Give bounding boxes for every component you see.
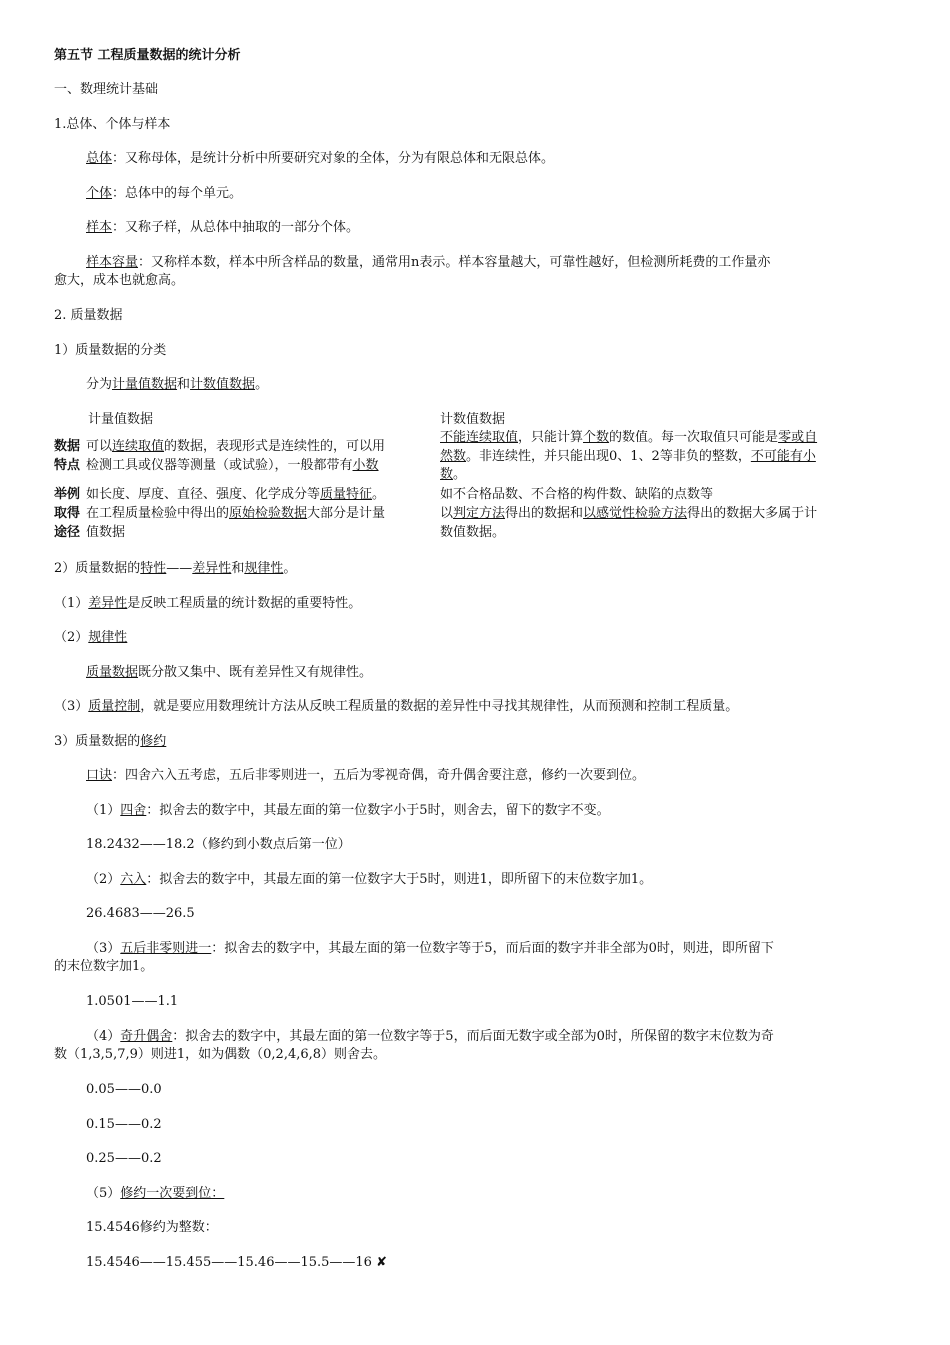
classification-line	[86, 376, 268, 394]
rule-round-down	[86, 802, 610, 820]
text: ：拟舍去的数字中，其最左面的第一位数字小于5时，则舍去，留下的数字不变。	[146, 803, 610, 818]
term-quality-feature: 质量特征	[320, 487, 373, 502]
measure-feature-line1	[86, 438, 385, 456]
rounding-mnemonic	[86, 767, 645, 785]
term-sensory-method: 以感觉性检验方法	[583, 506, 688, 521]
term-regularity: 规律性	[88, 630, 128, 645]
count-feature-line3	[440, 466, 466, 484]
rule-odd-even	[86, 1028, 774, 1046]
text: （2）	[86, 872, 121, 887]
text: 。	[255, 377, 269, 392]
cross-mark-icon: ✘	[376, 1255, 387, 1270]
text: （3）	[54, 699, 89, 714]
term-count: 个数	[583, 430, 610, 445]
rule-five-nonzero-cont: 的末位数字加1。	[54, 959, 154, 974]
text: 的数据，表现形式是连续性的，可以用	[164, 439, 386, 454]
term-no-decimal: 不可能有小	[750, 449, 816, 464]
para-variability	[54, 595, 361, 613]
term-decimal: 小数	[352, 458, 379, 473]
heading-quality-data: 2. 质量数据	[54, 308, 123, 323]
example-5a: 15.4546修约为整数：	[86, 1220, 218, 1235]
table-header-measure: 计量值数据	[88, 412, 154, 427]
para-regularity	[54, 629, 127, 647]
text: 可以	[86, 439, 113, 454]
def-text: ：又称子样，从总体中抽取的一部分个体。	[112, 220, 360, 235]
heading-rounding	[54, 733, 166, 751]
def-text: ：总体中的每个单元。	[112, 186, 243, 201]
example-4b: 0.15——0.2	[86, 1117, 162, 1132]
heading-characteristics	[54, 560, 296, 578]
example-2: 26.4683——26.5	[86, 906, 195, 921]
text: ：拟舍去的数字中，其最左面的第一位数字等于5，而后面无数字或全部为0时，所保留的数字末位数为奇	[172, 1029, 774, 1044]
term-measure-data: 计量值数据	[112, 377, 178, 392]
def-sample-size	[86, 254, 770, 272]
term-variability: 差异性	[88, 596, 128, 611]
heading-statistics-basics: 一、数理统计基础	[54, 82, 159, 97]
text: 以	[440, 506, 454, 521]
example-4c: 0.25——0.2	[86, 1151, 162, 1166]
measure-source-line2: 值数据	[86, 525, 126, 540]
text: ——	[166, 561, 193, 576]
text: （1）	[54, 596, 89, 611]
def-text: ：又称样本数，样本中所含样品的数量，通常用n表示。样本容量越大，可靠性越好，但检测所耗费的工作量亦	[138, 255, 771, 270]
example-5b	[86, 1254, 387, 1272]
text: ：拟舍去的数字中，其最左面的第一位数字等于5，而后面的数字并非全部为0时，则进，即所留下	[211, 941, 774, 956]
text: 3）质量数据的	[54, 734, 141, 749]
term-mnemonic: 口诀	[86, 768, 113, 783]
term-no-decimal: 数	[440, 467, 454, 482]
text: 得出的数据和	[505, 506, 584, 521]
term-zero-natural: 零或自	[778, 430, 818, 445]
text: 。	[372, 487, 386, 502]
term-continuous: 连续取值	[112, 439, 165, 454]
text: （2）	[54, 630, 89, 645]
text: 是反映工程质量的统计数据的重要特性。	[127, 596, 362, 611]
row-label-example: 举例	[54, 487, 81, 502]
term-variability: 差异性	[192, 561, 232, 576]
count-source-line2: 数值数据。	[440, 525, 506, 540]
text: 在工程质量检验中得出的	[86, 506, 230, 521]
term-regularity: 规律性	[244, 561, 284, 576]
heading-population-sample: 1.总体、个体与样本	[54, 117, 171, 132]
text: （4）	[86, 1029, 121, 1044]
term-judgement-method: 判定方法	[453, 506, 506, 521]
para-regularity-desc	[86, 664, 372, 682]
measure-source-line1	[86, 505, 385, 523]
text: ，就是要应用数理统计方法从反映工程质量的数据的差异性中寻找其规律性，从而预测和控制工程质量。	[140, 699, 739, 714]
para-quality-control	[54, 698, 738, 716]
term-quality-data: 质量数据	[86, 665, 139, 680]
text: 得出的数据大多属于计	[687, 506, 818, 521]
text: 和	[177, 377, 191, 392]
text: 2）质量数据的	[54, 561, 141, 576]
text: 检测工具或仪器等测量（或试验），一般都带有	[86, 458, 353, 473]
count-feature-line1	[440, 429, 817, 447]
text: 。	[453, 467, 467, 482]
count-feature-line2	[440, 448, 816, 466]
term-six-up: 六入	[120, 872, 147, 887]
term-once: 修约一次要到位：	[120, 1186, 225, 1201]
term-individual: 个体	[86, 186, 113, 201]
term-population: 总体	[86, 151, 113, 166]
term-zero-natural: 然数	[440, 449, 467, 464]
term-quality-control: 质量控制	[88, 699, 141, 714]
table-header-count: 计数值数据	[440, 412, 506, 427]
def-sample	[86, 219, 359, 237]
rule-round-up	[86, 871, 652, 889]
term-characteristic: 特性	[140, 561, 167, 576]
def-text: ：又称母体，是统计分析中所要研究对象的全体，分为有限总体和无限总体。	[112, 151, 555, 166]
text: （1）	[86, 803, 121, 818]
count-source-line1	[440, 505, 817, 523]
measure-feature-line2	[86, 457, 379, 475]
text: （3）	[86, 941, 121, 956]
text: 既分散又集中、既有差异性又有规律性。	[138, 665, 373, 680]
term-noncontinuous: 不能连续取值	[440, 430, 519, 445]
text: 。非连续性，并只能出现0、1、2等非负的整数，	[466, 449, 751, 464]
term-count-data: 计数值数据	[190, 377, 256, 392]
example-3: 1.0501——1.1	[86, 994, 179, 1009]
count-example: 如不合格品数、不合格的构件数、缺陷的点数等	[440, 487, 714, 502]
rule-odd-even-cont: 数（1,3,5,7,9）则进1，如为偶数（0,2,4,6,8）则舍去。	[54, 1047, 387, 1062]
row-label-features-2: 特点	[54, 458, 81, 473]
example-1: 18.2432——18.2（修约到小数点后第一位）	[86, 837, 351, 852]
text: （5）	[86, 1186, 121, 1201]
term-raw-data: 原始检验数据	[229, 506, 308, 521]
term-sample-size: 样本容量	[86, 255, 139, 270]
row-label-features-1: 数据	[54, 439, 81, 454]
text: 。	[283, 561, 297, 576]
text: 的数值。每一次取值只可能是	[609, 430, 779, 445]
text: 大部分是计量	[307, 506, 386, 521]
def-individual	[86, 185, 242, 203]
text: 15.4546——15.455——15.46——15.5——16	[86, 1255, 372, 1270]
page-title: 第五节 工程质量数据的统计分析	[54, 48, 241, 63]
text: ，只能计算	[518, 430, 584, 445]
text: 和	[231, 561, 245, 576]
term-sample: 样本	[86, 220, 113, 235]
term-five-nonzero: 五后非零则进一	[120, 941, 212, 956]
text: 如长度、厚度、直径、强度、化学成分等	[86, 487, 321, 502]
def-population	[86, 150, 554, 168]
text: ：拟舍去的数字中，其最左面的第一位数字大于5时，则进1，即所留下的末位数字加1。	[146, 872, 653, 887]
rule-once	[86, 1185, 224, 1203]
row-label-source-1: 取得	[54, 506, 81, 521]
measure-example	[86, 486, 385, 504]
heading-classification: 1）质量数据的分类	[54, 343, 167, 358]
text: 分为	[86, 377, 113, 392]
term-odd-even: 奇升偶舍	[120, 1029, 173, 1044]
term-rounding: 修约	[140, 734, 167, 749]
term-four-down: 四舍	[120, 803, 147, 818]
row-label-source-2: 途径	[54, 525, 81, 540]
example-4a: 0.05——0.0	[86, 1082, 162, 1097]
rule-five-nonzero	[86, 940, 774, 958]
text: ：四舍六入五考虑，五后非零则进一，五后为零视奇偶，奇升偶舍要注意，修约一次要到位。	[112, 768, 646, 783]
def-sample-size-cont: 愈大，成本也就愈高。	[54, 273, 185, 288]
